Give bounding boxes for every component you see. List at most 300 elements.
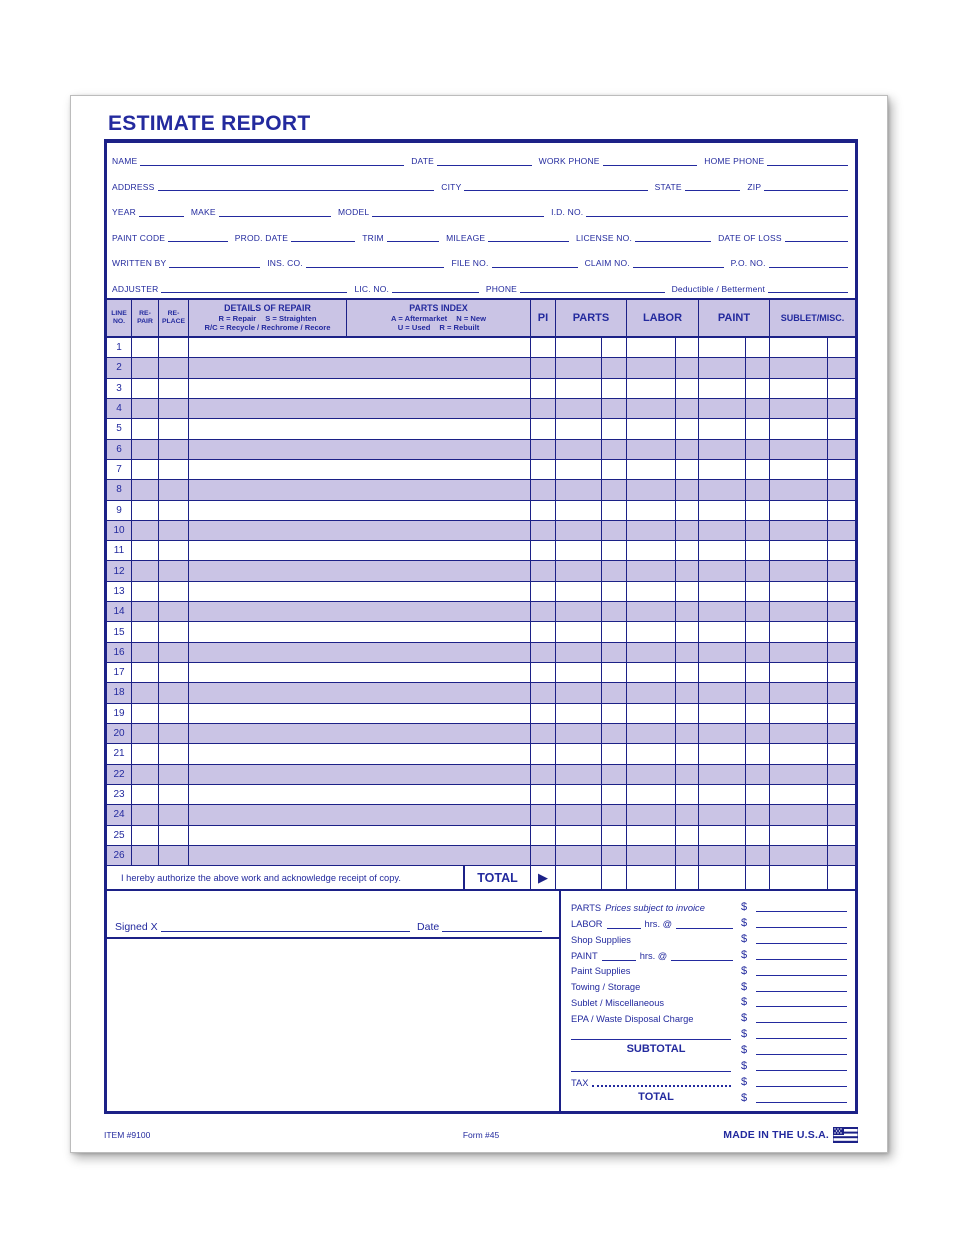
- date-label: Date: [417, 920, 440, 933]
- fill-in-line: [764, 189, 848, 191]
- parts-cents-cell: [602, 379, 627, 398]
- parts-cell: [556, 663, 602, 682]
- amount-line: [756, 1053, 847, 1055]
- labor-cell: [627, 826, 676, 845]
- line-number-cell: 6: [107, 440, 132, 459]
- line-number-cell: 13: [107, 582, 132, 601]
- parts-cents-cell: [602, 785, 627, 804]
- summary-line: [571, 1057, 847, 1073]
- summary-line: [571, 898, 847, 914]
- repair-cell: [132, 765, 159, 784]
- paint-cell: [699, 704, 746, 723]
- info-section: [107, 143, 855, 298]
- fill-in-line: [492, 266, 578, 268]
- total-parts-cents-cell: [602, 866, 627, 889]
- field-label-work-phone: WORK PHONE: [538, 156, 600, 166]
- summary-line: [571, 914, 847, 930]
- fill-in-line: [387, 240, 439, 242]
- line-number-cell: 3: [107, 379, 132, 398]
- blank-area: [107, 939, 559, 1111]
- sublet-cents-cell: [828, 582, 855, 601]
- signed-label: Signed X: [115, 920, 158, 933]
- paint-cell: [699, 440, 746, 459]
- labor-cell: [627, 582, 676, 601]
- labor-cell: [627, 440, 676, 459]
- repair-cell: [132, 582, 159, 601]
- paint-cell: [699, 826, 746, 845]
- field-label-mileage: MILEAGE: [446, 232, 486, 243]
- paint-cents-cell: [746, 399, 770, 418]
- sublet-cents-cell: [828, 704, 855, 723]
- sublet-cents-cell: [828, 663, 855, 682]
- line-number-cell: 7: [107, 460, 132, 479]
- parts-cell: [556, 358, 602, 377]
- summary-label-zone: [571, 1043, 741, 1057]
- replace-cell: [159, 582, 189, 601]
- column-header-details: [189, 300, 531, 336]
- paint-cell: [699, 358, 746, 377]
- pi-cell: [531, 683, 556, 702]
- field-label-paint-code: PAINT CODE: [112, 232, 166, 243]
- table-row: [107, 826, 855, 846]
- summary-label: TAX: [571, 1077, 589, 1088]
- line-number-cell: 10: [107, 521, 132, 540]
- paint-cents-cell: [746, 826, 770, 845]
- repair-cell: [132, 663, 159, 682]
- repair-cell: [132, 541, 159, 560]
- sublet-cell: [770, 521, 828, 540]
- paint-cell: [699, 724, 746, 743]
- sheet-footer: [104, 1126, 858, 1144]
- paint-cents-cell: [746, 460, 770, 479]
- signature-row: [107, 891, 559, 939]
- repair-cell: [132, 338, 159, 357]
- field-label-date: DATE: [411, 156, 435, 166]
- labor-cents-cell: [676, 765, 699, 784]
- column-header-pi: [531, 300, 556, 336]
- labor-cell: [627, 399, 676, 418]
- field-label-p-o-no-: P.O. NO.: [730, 258, 766, 268]
- total-label: TOTAL: [463, 866, 531, 889]
- paint-cell: [699, 805, 746, 824]
- made-in-usa-text: MADE IN THE U.S.A.: [723, 1129, 829, 1141]
- details-legend-line2: [205, 323, 331, 332]
- table-row: [107, 541, 855, 561]
- details-cell: [189, 521, 531, 540]
- column-header-paint: [699, 300, 770, 336]
- pi-cell: [531, 521, 556, 540]
- paint-cell: [699, 785, 746, 804]
- replace-cell: [159, 765, 189, 784]
- parts-index-legend-line2: [398, 323, 480, 332]
- summary-line: [571, 1025, 847, 1041]
- parts-cents-cell: [602, 521, 627, 540]
- fill-in-line: [633, 266, 724, 268]
- column-header-text: RE-: [167, 310, 180, 318]
- pi-cell: [531, 643, 556, 662]
- fill-in-line: [437, 164, 532, 166]
- labor-cents-cell: [676, 460, 699, 479]
- field-label-written-by: WRITTEN BY: [112, 258, 167, 268]
- fill-in-line: [635, 240, 711, 242]
- parts-index-header: [347, 300, 530, 336]
- sublet-cents-cell: [828, 561, 855, 580]
- labor-cell: [627, 765, 676, 784]
- replace-cell: [159, 724, 189, 743]
- field-label-prod-date: PROD. DATE: [234, 232, 289, 243]
- fill-in-line: [372, 215, 544, 217]
- repair-cell: [132, 561, 159, 580]
- repair-cell: [132, 683, 159, 702]
- paint-cents-cell: [746, 480, 770, 499]
- repair-cell: [132, 805, 159, 824]
- sublet-cell: [770, 704, 828, 723]
- labor-cell: [627, 683, 676, 702]
- pi-cell: [531, 480, 556, 499]
- parts-cents-cell: [602, 541, 627, 560]
- table-row: [107, 744, 855, 764]
- paint-cents-cell: [746, 805, 770, 824]
- parts-cell: [556, 521, 602, 540]
- summary-line: [571, 1089, 847, 1105]
- parts-cents-cell: [602, 602, 627, 621]
- pi-cell: [531, 765, 556, 784]
- details-legend-line1: [218, 314, 316, 323]
- rate-line: [671, 959, 733, 961]
- paint-cell: [699, 582, 746, 601]
- amount-line: [756, 1101, 847, 1103]
- parts-index-title: PARTS INDEX: [409, 303, 468, 314]
- parts-cents-cell: [602, 561, 627, 580]
- column-header-text: RE-: [139, 310, 151, 318]
- parts-cents-cell: [602, 805, 627, 824]
- repair-cell: [132, 785, 159, 804]
- paint-cell: [699, 379, 746, 398]
- parts-cell: [556, 785, 602, 804]
- pi-cell: [531, 338, 556, 357]
- summary-line: [571, 946, 847, 962]
- info-row: [112, 273, 848, 299]
- parts-cell: [556, 643, 602, 662]
- paint-cents-cell: [746, 440, 770, 459]
- table-row: [107, 399, 855, 419]
- labor-cell: [627, 663, 676, 682]
- hours-line: [602, 959, 636, 961]
- table-row: [107, 683, 855, 703]
- line-number-cell: 23: [107, 785, 132, 804]
- paint-cents-cell: [746, 704, 770, 723]
- column-header-text: PLACE: [161, 318, 186, 325]
- summary-label: SUBTOTAL: [626, 1043, 686, 1056]
- date-line: [442, 930, 542, 932]
- replace-cell: [159, 419, 189, 438]
- sublet-cell: [770, 744, 828, 763]
- dollar-sign: $: [741, 1091, 748, 1104]
- paint-cell: [699, 541, 746, 560]
- labor-cell: [627, 419, 676, 438]
- repair-cell: [132, 399, 159, 418]
- repair-cell: [132, 622, 159, 641]
- details-cell: [189, 805, 531, 824]
- labor-cents-cell: [676, 440, 699, 459]
- column-header-parts: [556, 300, 627, 336]
- total-row: [107, 866, 855, 891]
- summary-label-zone: [571, 935, 741, 946]
- labor-cents-cell: [676, 521, 699, 540]
- sublet-cents-cell: [828, 379, 855, 398]
- sublet-cell: [770, 826, 828, 845]
- repair-cell: [132, 744, 159, 763]
- parts-cell: [556, 704, 602, 723]
- pi-cell: [531, 785, 556, 804]
- sublet-cents-cell: [828, 765, 855, 784]
- replace-cell: [159, 541, 189, 560]
- table-row: [107, 602, 855, 622]
- fill-in-line: [158, 189, 435, 191]
- parts-cents-cell: [602, 704, 627, 723]
- field-label-adjuster: ADJUSTER: [112, 283, 159, 294]
- dollar-sign: $: [741, 1044, 748, 1057]
- line-number-cell: 4: [107, 399, 132, 418]
- repair-cell: [132, 602, 159, 621]
- fill-in-line: [769, 266, 848, 268]
- amount-line: [756, 1037, 847, 1039]
- details-cell: [189, 704, 531, 723]
- repair-cell: [132, 440, 159, 459]
- sublet-cell: [770, 582, 828, 601]
- legend-item: N = New: [456, 314, 486, 323]
- field-label-claim-no-: CLAIM NO.: [584, 258, 630, 268]
- amount-line: [756, 990, 847, 992]
- item-number: ITEM #9100: [104, 1130, 151, 1140]
- paint-cell: [699, 399, 746, 418]
- column-header-text: PI: [537, 312, 549, 324]
- labor-cents-cell: [676, 399, 699, 418]
- labor-cell: [627, 622, 676, 641]
- fill-in-line: [140, 164, 404, 166]
- sublet-cents-cell: [828, 480, 855, 499]
- details-cell: [189, 744, 531, 763]
- repair-cell: [132, 501, 159, 520]
- sublet-cell: [770, 785, 828, 804]
- labor-cents-cell: [676, 541, 699, 560]
- repair-cell: [132, 704, 159, 723]
- sublet-cents-cell: [828, 419, 855, 438]
- parts-cents-cell: [602, 846, 627, 865]
- labor-cents-cell: [676, 501, 699, 520]
- labor-cell: [627, 379, 676, 398]
- details-cell: [189, 846, 531, 865]
- parts-cell: [556, 683, 602, 702]
- pi-cell: [531, 501, 556, 520]
- details-cell: [189, 826, 531, 845]
- hours-line: [607, 927, 641, 929]
- replace-cell: [159, 338, 189, 357]
- fill-in-line: [139, 215, 184, 217]
- amount-line: [756, 1005, 847, 1007]
- table-row: [107, 338, 855, 358]
- summary-label: Paint Supplies: [571, 966, 631, 977]
- labor-cents-cell: [676, 480, 699, 499]
- legend-item: S = Straighten: [265, 314, 317, 323]
- repair-cell: [132, 419, 159, 438]
- summary-line: [571, 962, 847, 978]
- summary-label-zone: [571, 998, 741, 1009]
- summary-label: Towing / Storage: [571, 982, 641, 993]
- line-number-cell: 24: [107, 805, 132, 824]
- parts-cents-cell: [602, 399, 627, 418]
- sublet-cell: [770, 379, 828, 398]
- parts-cents-cell: [602, 480, 627, 499]
- parts-cell: [556, 419, 602, 438]
- pi-cell: [531, 460, 556, 479]
- labor-cents-cell: [676, 582, 699, 601]
- labor-cents-cell: [676, 704, 699, 723]
- replace-cell: [159, 460, 189, 479]
- parts-cents-cell: [602, 765, 627, 784]
- dollar-sign: $: [741, 996, 748, 1009]
- fill-in-line: [767, 164, 848, 166]
- dollar-sign: $: [741, 1076, 748, 1089]
- paint-cents-cell: [746, 663, 770, 682]
- paint-cents-cell: [746, 379, 770, 398]
- sublet-cell: [770, 622, 828, 641]
- form-title: ESTIMATE REPORT: [108, 112, 311, 135]
- line-number-cell: 16: [107, 643, 132, 662]
- table-row: [107, 663, 855, 683]
- us-flag-icon: [833, 1127, 858, 1143]
- summary-label: Shop Supplies: [571, 934, 631, 945]
- labor-cell: [627, 480, 676, 499]
- table-row: [107, 358, 855, 378]
- sublet-cents-cell: [828, 724, 855, 743]
- sublet-cell: [770, 480, 828, 499]
- total-sublet-cell: [770, 866, 828, 889]
- labor-cents-cell: [676, 724, 699, 743]
- summary-label-zone: [571, 1014, 741, 1025]
- field-label-make: MAKE: [190, 207, 216, 217]
- column-header-labor: [627, 300, 699, 336]
- dollar-sign: $: [741, 1060, 748, 1073]
- table-header-row: [107, 298, 855, 338]
- parts-cell: [556, 399, 602, 418]
- repair-cell: [132, 480, 159, 499]
- details-cell: [189, 724, 531, 743]
- details-cell: [189, 338, 531, 357]
- sublet-cents-cell: [828, 521, 855, 540]
- replace-cell: [159, 826, 189, 845]
- details-cell: [189, 399, 531, 418]
- pi-cell: [531, 399, 556, 418]
- line-number-cell: 14: [107, 602, 132, 621]
- paint-cents-cell: [746, 501, 770, 520]
- paint-cell: [699, 460, 746, 479]
- summary-label: TOTAL: [638, 1090, 674, 1103]
- sublet-cents-cell: [828, 805, 855, 824]
- table-row: [107, 561, 855, 581]
- labor-cell: [627, 805, 676, 824]
- field-label-zip: ZIP: [747, 181, 762, 192]
- line-number-cell: 22: [107, 765, 132, 784]
- parts-cell: [556, 338, 602, 357]
- total-parts-cell: [556, 866, 602, 889]
- sublet-cell: [770, 338, 828, 357]
- parts-index-legend-line1: [391, 314, 486, 323]
- details-cell: [189, 379, 531, 398]
- sublet-cell: [770, 765, 828, 784]
- labor-cell: [627, 358, 676, 377]
- pi-cell: [531, 358, 556, 377]
- sublet-cell: [770, 541, 828, 560]
- fill-in-line: [161, 291, 347, 293]
- summary-label: EPA / Waste Disposal Charge: [571, 1014, 694, 1025]
- dollar-sign: $: [741, 980, 748, 993]
- details-cell: [189, 683, 531, 702]
- parts-cents-cell: [602, 338, 627, 357]
- replace-cell: [159, 358, 189, 377]
- pi-cell: [531, 582, 556, 601]
- estimate-form: [104, 139, 858, 1114]
- line-number-cell: 18: [107, 683, 132, 702]
- field-label-model: MODEL: [338, 207, 370, 217]
- legend-item: R = Rebuilt: [439, 323, 480, 333]
- total-labor-cell: [627, 866, 676, 889]
- amount-line: [756, 926, 847, 928]
- summary-label: PARTS: [571, 902, 602, 913]
- replace-cell: [159, 622, 189, 641]
- sublet-cents-cell: [828, 826, 855, 845]
- details-cell: [189, 622, 531, 641]
- pi-cell: [531, 826, 556, 845]
- blank-write-in-line: [571, 1038, 731, 1040]
- amount-line: [756, 1085, 847, 1087]
- labor-cents-cell: [676, 561, 699, 580]
- info-row: [112, 247, 848, 273]
- sublet-cents-cell: [828, 846, 855, 865]
- summary-label-zone: [571, 982, 741, 993]
- parts-cell: [556, 460, 602, 479]
- line-number-cell: 8: [107, 480, 132, 499]
- info-row: [112, 171, 848, 197]
- summary-line: [571, 1073, 847, 1089]
- paint-cents-cell: [746, 765, 770, 784]
- summary-label-zone: [571, 919, 741, 930]
- pi-cell: [531, 440, 556, 459]
- table-row: [107, 643, 855, 663]
- amount-line: [756, 910, 847, 912]
- fill-in-line: [685, 189, 741, 191]
- pi-cell: [531, 419, 556, 438]
- column-header-text: SUBLET/MISC.: [780, 313, 845, 323]
- details-cell: [189, 480, 531, 499]
- authorization-text: I hereby authorize the above work and acknowledge receipt of copy.: [121, 872, 401, 883]
- replace-cell: [159, 379, 189, 398]
- parts-cents-cell: [602, 663, 627, 682]
- replace-cell: [159, 643, 189, 662]
- sublet-cents-cell: [828, 541, 855, 560]
- pi-cell: [531, 704, 556, 723]
- info-row: [112, 196, 848, 222]
- sublet-cell: [770, 358, 828, 377]
- table-row: [107, 480, 855, 500]
- blank-write-in-line: [571, 1070, 731, 1072]
- parts-cell: [556, 379, 602, 398]
- labor-cents-cell: [676, 785, 699, 804]
- sublet-cents-cell: [828, 399, 855, 418]
- line-number-cell: 19: [107, 704, 132, 723]
- replace-cell: [159, 683, 189, 702]
- parts-cents-cell: [602, 501, 627, 520]
